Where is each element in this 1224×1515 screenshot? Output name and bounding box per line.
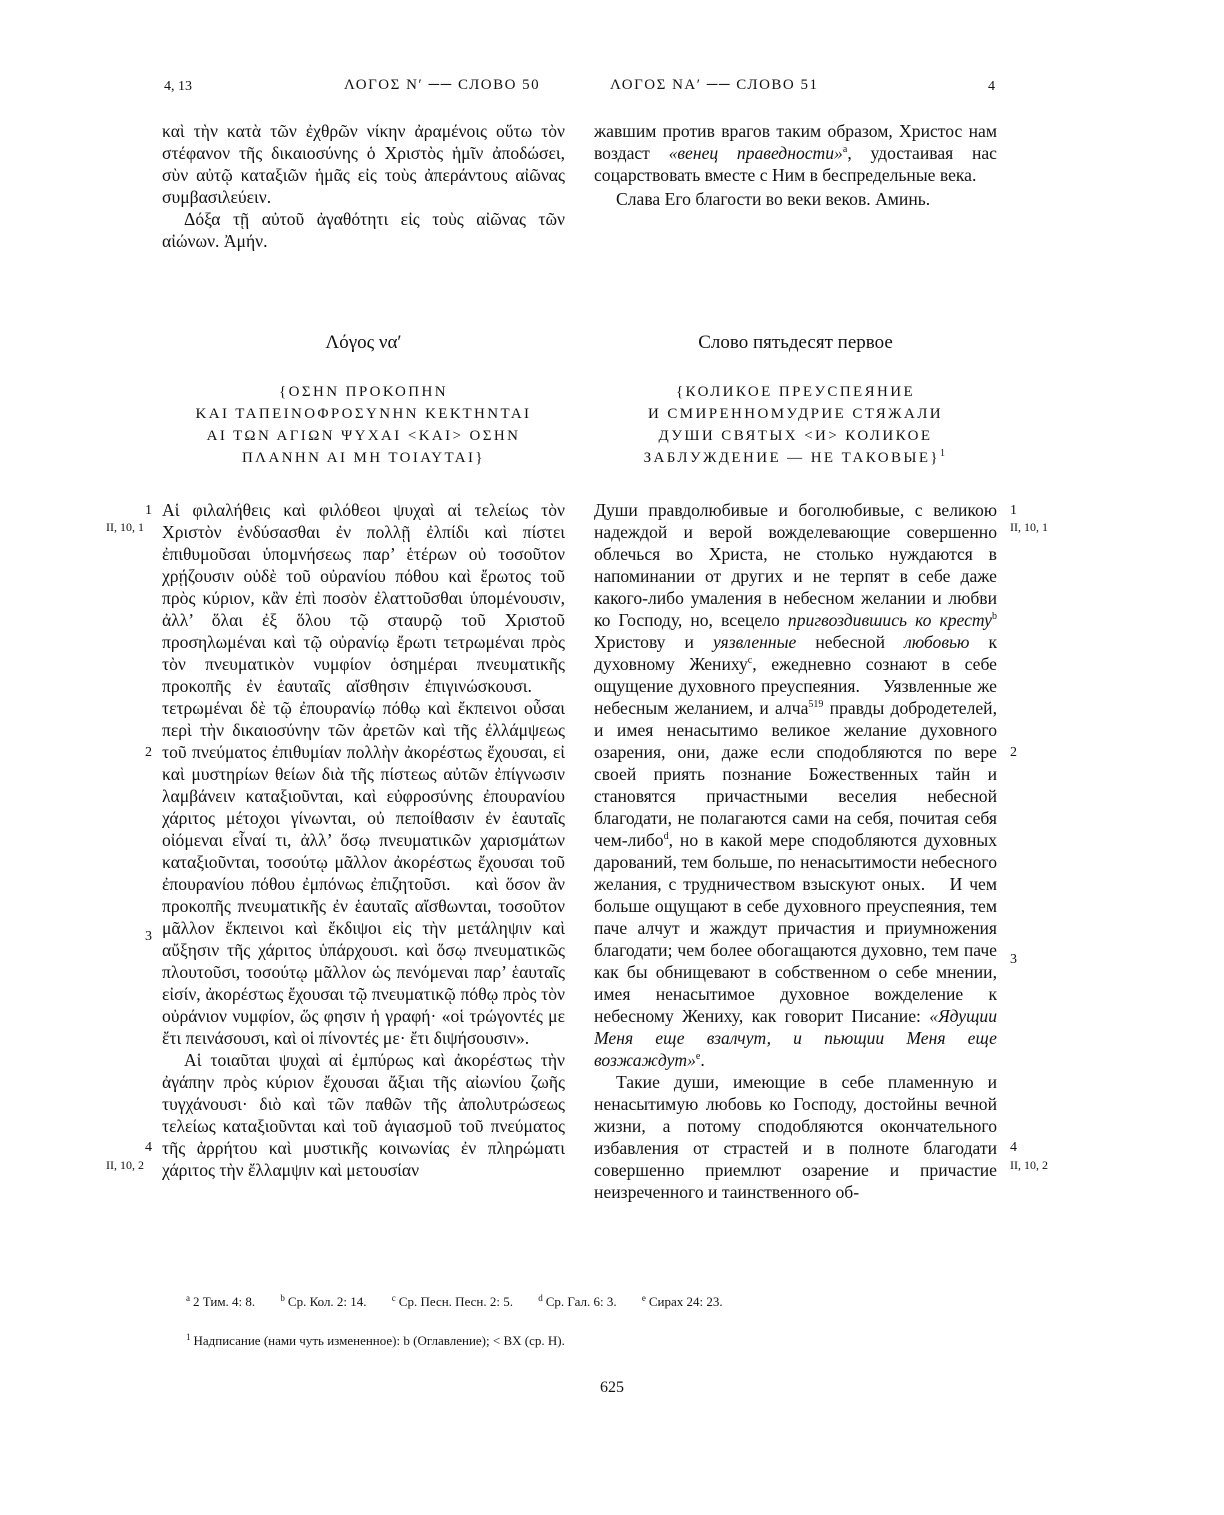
russian-section-heading: Слово пятьдесят первое bbox=[698, 332, 893, 353]
russian-top-text bbox=[594, 120, 997, 210]
russian-top-para-1: жавшим против врагов таким образом, Христос нам воздаст «венец праведности»$^a$, удостаивая нас соцарствовать вместе с Ним в беспредельные века. bbox=[594, 121, 997, 185]
greek-top-para-1: καὶ τὴν κατὰ τῶν ἐχθρῶν νίκην ἀραμένοις οὕτω τὸν στέφανον τῆς δικαιοσύνης ὁ Χριστὸς ἡμῖν ἀποδώσει, σὺν αὐτῷ καταξιῶν ἡμᾶς εἰς τοὺς ἀπεράντους αἰῶνας συμβασιλεύειν. bbox=[162, 121, 565, 207]
left-margin-ref-4: II, 10, 2 bbox=[106, 1158, 144, 1172]
greek-caps-title bbox=[162, 381, 565, 469]
greek-body-paragraph: Αἱ φιλαλήθεις καὶ φιλόθεοι ψυχαὶ αἱ τελείως τὸν Χριστὸν ἐνδύσασθαι ἐν πολλῇ ἐλπίδι καὶ πίστει ἐπιθυμοῦσαι ὑπομνήσεως παρ’ ἑτέρων οὐ τοσοῦτον χρῄζουσιν οὐδὲ τοῦ οὐρανίου πόθου καὶ ἔρωτος τοῦ πρὸς κύριον, κἂν ἐπὶ ποσὸν ἐλαττοῦσθαι ὑπομένουσιν, ἀλλ’ ὅλαι ἐξ ὅλου τῷ σταυρῷ τοῦ Χριστοῦ προσηλωμέναι καὶ τῷ οὐρανίῳ ἔρωτι τετρωμέναι πρὸς τὸν πνευματικὸν νυμφίον ὁσημέραι πνευματικῆς προκοπῆς ἐν ἑαυταῖς αἴσθησιν ἐπιγινώσκουσι. τετρωμέναι δὲ τῷ ἐπουρανίῳ πόθῳ καὶ ἔκπεινοι οὖσαι περὶ τὴν δικαιοσύνην τῶν ἀρετῶν καὶ τῆς ἐλλάμψεως τοῦ πνεύματος ἐπιθυμίαν πολλὴν ἀκορέστως ἔχουσαι, εἰ καὶ μυστηρίων θείων διὰ τῆς πίστεως αὐτῶν ἐπίγνωσιν λαμβάνειν καταξιοῦνται, καὶ εὐφροσύνης ἐπουρανίου χάριτος μέτοχοι γίνωνται, οὐ πεποίθασιν ἐν ἑαυταῖς οἰόμεναι εἶναί τι, ἀλλ’ ὅσῳ πνευματικῶν χαρισμάτων καταξιοῦνται, τοσούτῳ μᾶλλον ἀκορέστως ἔχουσαι τοῦ ἐπουρανίου πόθου ἐμπόνως ἐπιζητοῦσι. καὶ ὅσον ἂν προκοπῆς πνευματικῆς ἐν ἑαυταῖς αἴσθωνται, τοσοῦτον μᾶλλον ἔκπεινοι καὶ ἔκδιψοι εἰς τὴν μετάληψιν καὶ αὔξησιν τῆς χάριτος ὑπάρχουσι. καὶ ὅσῳ πνευματικῶς πλουτοῦσι, τοσούτῳ μᾶλλον ὡς πενόμεναι παρ’ ἑαυταῖς εἰσίν, ἀκορέστως ἔχουσαι τῷ πνευματικῷ πόθῳ πρὸς τὸν οὐράνιον νυμφίον, ὥς φησιν ἡ γραφή· «οἱ τρώγοντές με ἔτι πεινάσουσι, καὶ οἱ πίνοντές με· ἔτι διψήσουσιν». bbox=[162, 500, 565, 1048]
right-margin-section-3: 3 bbox=[1010, 952, 1017, 967]
right-margin-section-2: 2 bbox=[1010, 745, 1017, 760]
greek-title-line: ΚΑΙ ΤΑΠΕΙΝΟΦΡΟΣΥΝΗΝ ΚΕΚΤΗΝΤΑΙ bbox=[195, 406, 532, 422]
russian-top-para-2: Слава Его благости во веки веков. Аминь. bbox=[616, 189, 931, 209]
left-margin-section-2: 2 bbox=[145, 745, 152, 760]
russian-body-paragraph-4: Такие души, имеющие в себе пламенную и ненасытимую любовь ко Господу, достойны вечной жизни, а потому сподобляются окончательного избавления от страстей и в полноте благодати совершенно приемлют озарение и причастие неизреченного и таинственного об- bbox=[594, 1072, 997, 1202]
right-margin-section-1: 1 bbox=[1010, 503, 1017, 518]
left-margin-section-3: 3 bbox=[145, 929, 152, 944]
right-margin-section-4: 4 bbox=[1010, 1140, 1017, 1155]
russian-title-line: {КОЛИКОЕ ПРЕУСПЕЯНИЕ bbox=[675, 384, 916, 400]
greek-title-line: ΑΙ ΤΩΝ ΑΓΙΩΝ ΨΥΧΑΙ <ΚΑΙ> ΟΣΗΝ bbox=[206, 428, 521, 444]
greek-body bbox=[162, 499, 565, 1281]
greek-section-heading: Λόγος να′ bbox=[325, 332, 402, 353]
scripture-footnotes bbox=[186, 1294, 1026, 1310]
footnote: $^c$ Ср. Песн. Песн. 2: 5. bbox=[391, 1292, 513, 1309]
page-number: 625 bbox=[600, 1379, 624, 1396]
greek-body-paragraph-4: Αἱ τοιαῦται ψυχαὶ αἱ ἐμπύρως καὶ ἀκορέστως τὴν ἀγάπην πρὸς κύριον ἔχουσαι ἄξιαι τῆς αἰωνίου ζωῆς τυγχάνουσι· διὸ καὶ τῶν παθῶν τῆς ἀπολυτρώσεως τελείως καταξιοῦνται καὶ τοῦ ἁγιασμοῦ τοῦ πνεύματος τῆς ἀρρήτου καὶ μυστικῆς κοινωνίας ἐν πληρώματι χάριτος τὴν ἔλλαμψιν καὶ μετουσίαν bbox=[162, 1050, 565, 1180]
footnote: $^b$ Ср. Кол. 2: 14. bbox=[280, 1292, 367, 1309]
right-margin-ref-4: II, 10, 2 bbox=[1010, 1158, 1048, 1172]
right-running-title: ΛΟΓΟΣ ΝΑ′ ── СЛОВО 51 bbox=[610, 77, 819, 93]
russian-body-paragraph: Души правдолюбивые и боголюбивые, с великою надеждой и верой вожделевающие совершенно облечься во Христа, не столько нуждаются в напоминании от других и не терпят в себе даже какого-либо умаления в небесном желании и любви ко Господу, но, всецело пригвоздившись ко кресту$^b$ Христову и уязвленные небесной любовью к духовному Жениху$^c$, ежедневно сознают в себе ощущение духовного преуспеяния. Уязвленные же небесным желанием, и алча$^{519}$ правды добродетелей, и имея ненасытимо великое желание духовного озарения, они, даже если сподобляются по вере своей приять познание Божественных тайн и становятся причастными веселия небесной благодати, не полагаются сами на себя, почитая себя чем-либо$^d$, но в какой мере сподобляются духовных дарований, тем больше, по ненасытимости небесного желания, с трудничеством взыскуют оных. И чем больше ощущают в себе духовного преуспеяния, тем паче алчут и жаждут причастия и приумножения благодати; чем более обогащаются духовно, тем паче как бы обнищевают в собственном о себе мнении, имея ненасытимое духовное вожделение к небесному Жениху, как говорит Писание: «Ядущии Меня еще взалчут, и пьющии Меня еще возжаждут»$^e$. bbox=[594, 500, 997, 1070]
footnote: $^e$ Сирах 24: 23. bbox=[641, 1292, 723, 1309]
russian-title-line: ЗАБЛУЖДЕНИЕ — НЕ ТАКОВЫЕ}$^1$ bbox=[643, 448, 948, 466]
greek-top-text bbox=[162, 120, 565, 252]
russian-title-line: ДУШИ СВЯТЫХ <И> КОЛИКОЕ bbox=[658, 428, 933, 444]
left-running-title: ΛΟΓΟΣ Ν′ ── СЛОВО 50 bbox=[344, 77, 541, 93]
left-chapter-ref: 4, 13 bbox=[164, 79, 192, 94]
left-margin-section-1: 1 bbox=[145, 503, 152, 518]
greek-title-line: ΠΛΑΝΗΝ ΑΙ ΜΗ ΤΟΙΑΥΤΑΙ} bbox=[241, 450, 486, 466]
left-margin-ref-1: II, 10, 1 bbox=[106, 520, 144, 534]
right-chapter-ref: 4 bbox=[988, 79, 995, 94]
italic-quote: «венец праведности» bbox=[668, 143, 843, 163]
footnote-mark: a bbox=[842, 144, 848, 156]
greek-title-line: {ΟΣΗΝ ΠΡΟΚΟΠΗΝ bbox=[279, 384, 448, 400]
left-margin-section-4: 4 bbox=[145, 1140, 152, 1155]
greek-top-para-2: Δόξα τῇ αὐτοῦ ἀγαθότητι εἰς τοὺς αἰῶνας τῶν αἰώνων. Ἀμήν. bbox=[162, 209, 565, 251]
russian-body bbox=[594, 499, 997, 1281]
russian-caps-title bbox=[594, 381, 997, 469]
note-mark: 1 bbox=[940, 448, 948, 459]
critical-apparatus-note: $^1$ Надписание (нами чуть измененное): b (Оглавление); < BX (ср. H). bbox=[186, 1331, 565, 1348]
russian-title-line: И СМИРЕННОМУДРИЕ СТЯЖАЛИ bbox=[648, 406, 943, 422]
footnote: $^d$ Ср. Гал. 6: 3. bbox=[538, 1292, 617, 1309]
right-margin-ref-1: II, 10, 1 bbox=[1010, 520, 1048, 534]
footnote: $^a$ 2 Тим. 4: 8. bbox=[186, 1292, 256, 1309]
